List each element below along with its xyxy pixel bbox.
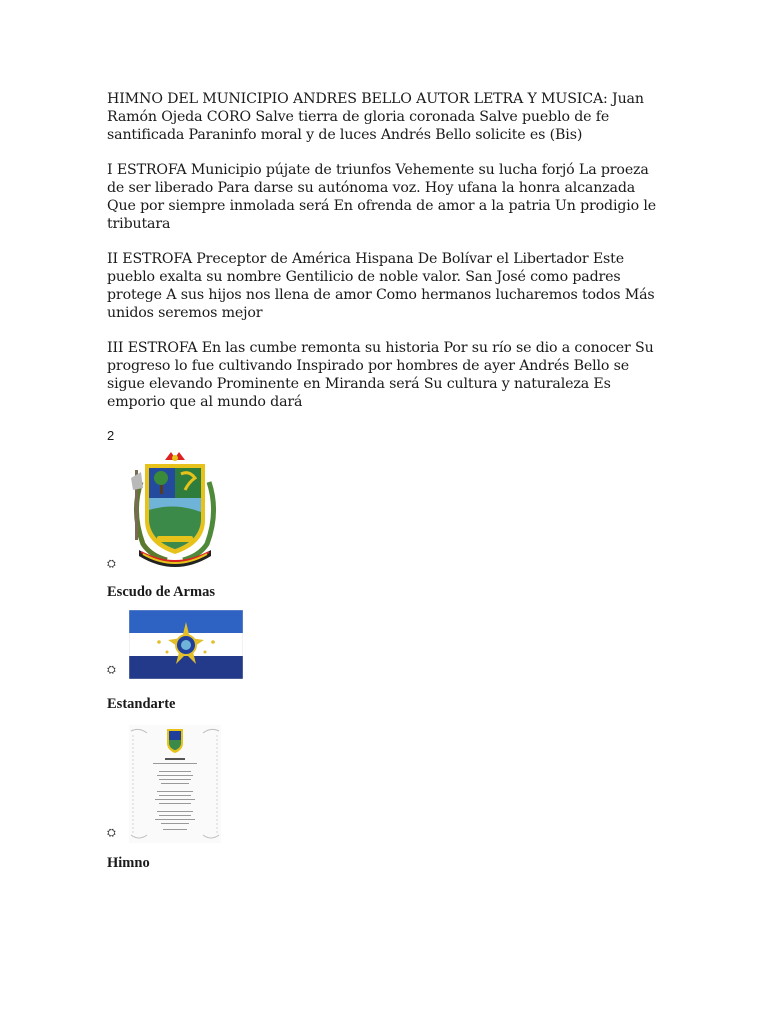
caption-escudo: Escudo de Armas	[107, 584, 215, 600]
anchor-icon: ⛭	[107, 826, 116, 839]
page-number: 2	[107, 428, 115, 443]
caption-himno: Himno	[107, 855, 150, 871]
anchor-icon: ⛭	[107, 557, 116, 570]
anthem-sheet-figure	[107, 725, 667, 845]
stanza-3: III ESTROFA En las cumbe remonta su historia Por su río se dio a conocer Su progreso lo fue cultivando Inspirado por hombres de ayer Andrés Bello se sigue elevando Prominente en Miranda será Su cultura y naturaleza Es emporio que al mundo dará	[107, 340, 654, 410]
anthem-sheet-image	[129, 725, 221, 843]
document-page	[107, 90, 667, 872]
coat-of-arms-image	[127, 452, 223, 570]
flag-image	[129, 610, 243, 679]
anthem-title-chorus: HIMNO DEL MUNICIPIO ANDRES BELLO AUTOR LETRA Y MUSICA: Juan Ramón Ojeda CORO Salve tierra de gloria coronada Salve pueblo de fe santificada Paraninfo moral y de luces Andrés Bello solicite es (Bis)	[107, 91, 644, 143]
caption-estandarte: Estandarte	[107, 696, 176, 712]
flag-figure	[107, 610, 667, 688]
coat-of-arms-figure	[107, 452, 667, 574]
stanza-2: II ESTROFA Preceptor de América Hispana De Bolívar el Libertador Este pueblo exalta su nombre Gentilicio de noble valor. San José como padres protege A sus hijos nos llena de amor Como hermanos lucharemos todos Más unidos seremos mejor	[107, 251, 655, 321]
stanza-1: I ESTROFA Municipio pújate de triunfos Vehemente su lucha forjó La proeza de ser liberado Para darse su autónoma voz. Hoy ufana la honra alcanzada Que por siempre inmolada será En ofrenda de amor a la patria Un prodigio le tributara	[107, 162, 657, 232]
anchor-icon: ⛭	[107, 663, 116, 676]
